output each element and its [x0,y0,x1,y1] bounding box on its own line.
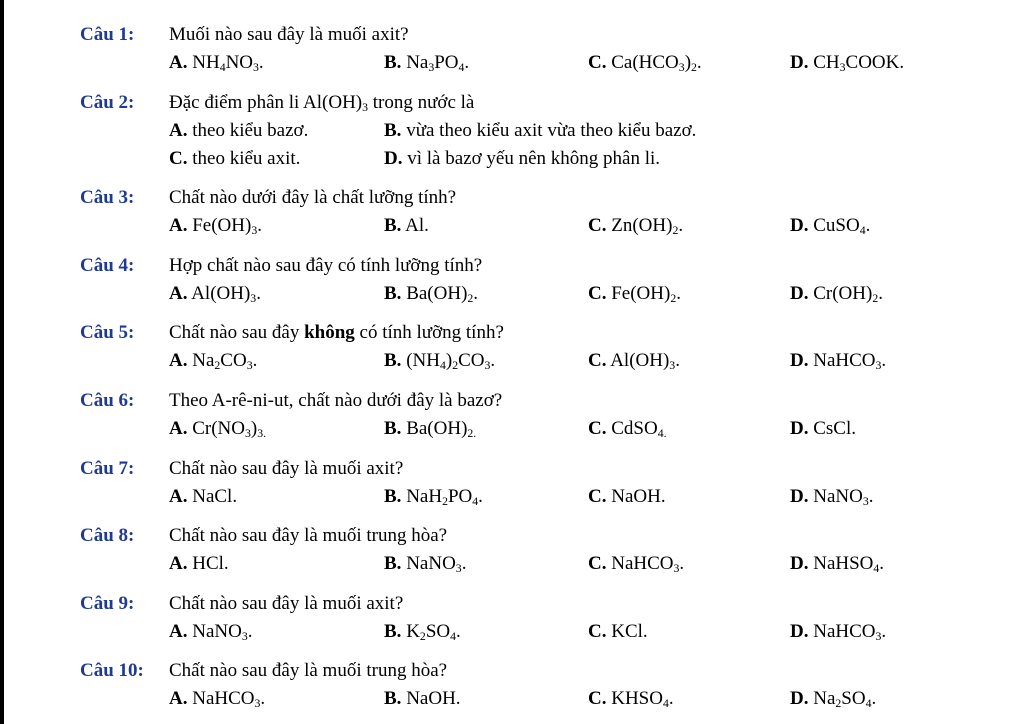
question-text: Chất nào sau đây là muối trung hòa? [169,525,448,546]
text-segment: . [881,621,887,642]
option-text [406,350,495,371]
question-text [169,91,474,115]
question-line [0,457,1024,481]
option-text [813,621,886,642]
answer-option-a[interactable] [169,214,262,238]
text-segment: NaNO [406,553,456,574]
text-segment: ) [445,350,453,371]
text-segment: SO [841,688,866,709]
text-segment: . [473,283,479,304]
text-segment: Ba(OH) [406,418,468,439]
text-segment: vừa theo kiểu axit vừa theo kiểu bazơ. [406,120,697,141]
option-text [611,553,684,574]
text-segment: . [260,688,266,709]
option-text [610,350,680,371]
subscript: 3 [678,60,685,74]
option-key: B. [384,283,402,304]
subscript: 2 [467,291,474,305]
text-segment: K [406,621,420,642]
answer-option-b[interactable] [384,51,469,75]
text-segment: Đặc điểm phân li Al(OH) [169,92,363,113]
answer-option-b[interactable] [384,620,461,644]
answer-option-d[interactable] [384,147,660,171]
subscript: 2 [214,358,221,372]
option-text [406,52,469,73]
answer-option-a[interactable] [169,282,261,306]
subscript: 2. [467,426,477,440]
option-key: D. [790,553,809,574]
option-key: B. [384,52,402,73]
option-key: C. [588,350,607,371]
answer-option-c[interactable] [588,552,684,576]
text-segment: . [878,283,883,304]
answer-option-c[interactable] [588,687,674,711]
text-segment: Zn(OH) [611,215,673,236]
option-key: B. [384,486,402,507]
text-segment: NaHCO [813,621,876,642]
subscript: 4 [439,358,446,372]
answer-option-c[interactable] [588,349,680,373]
option-text [405,215,429,236]
option-text [192,215,262,236]
text-segment: HCl. [192,553,229,574]
option-text [611,283,681,304]
option-key: B. [384,418,402,439]
text-segment: ) [250,418,258,439]
option-key: A. [169,120,188,141]
option-key: A. [169,621,188,642]
text-segment: NH [192,52,220,73]
option-text [813,350,886,371]
subscript: 3 [839,60,846,74]
text-segment: . [257,215,262,236]
option-text [611,486,665,507]
subscript: 2 [691,60,697,74]
subscript: 3 [862,494,869,508]
text-segment: Al. [405,215,429,236]
text-segment: . [247,621,253,642]
option-key: C. [588,215,607,236]
question-line [0,389,1024,413]
text-segment: NaHCO [192,688,255,709]
subscript: 4 [472,494,479,508]
option-text [611,52,701,73]
subscript: 4 [865,696,872,710]
subscript: 3 [875,358,882,372]
text-segment: . [256,283,261,304]
answer-option-c[interactable] [588,417,667,441]
subscript: 3 [245,426,251,440]
answer-option-c[interactable] [588,620,648,644]
question-line [0,186,1024,210]
question-number: Câu 1: [80,24,135,45]
subscript: 3 [362,100,369,114]
text-segment: Fe(OH) [611,283,671,304]
text-segment: PO [434,52,459,73]
option-key: A. [169,215,188,236]
subscript: 2 [452,358,459,372]
subscript: 2 [442,494,448,508]
text-segment: CH [813,52,840,73]
text-segment: COOK. [845,52,905,73]
option-key: C. [588,688,607,709]
option-key: A. [169,486,188,507]
question-number: Câu 8: [80,525,135,546]
option-key: C. [169,148,188,169]
text-segment: Al(OH) [610,350,670,371]
question-text: Theo A-rê-ni-ut, chất nào dưới đây là bazơ? [169,390,503,411]
option-text [611,215,683,236]
subscript: 3. [257,426,267,440]
text-segment: theo kiểu axit. [192,148,301,169]
text-segment: Na [813,688,836,709]
option-key: A. [169,283,188,304]
question-number: Câu 7: [80,458,135,479]
text-segment: CO [458,350,485,371]
option-key: A. [169,418,188,439]
answer-option-d[interactable] [790,687,876,711]
text-segment: Fe(OH) [192,215,252,236]
text-segment: có tính lưỡng tính? [354,322,504,343]
option-key: D. [790,688,809,709]
option-key: C. [588,418,607,439]
text-segment: vì là bazơ yếu nên không phân li. [407,148,660,169]
option-text [192,418,266,439]
text-segment: Cr(NO [192,418,246,439]
option-key: B. [384,215,402,236]
subscript: 3 [246,358,253,372]
question-text: Chất nào dưới đây là chất lưỡng tính? [169,187,457,208]
question-number: Câu 3: [80,187,135,208]
option-key: A. [169,688,188,709]
text-segment: . [678,215,684,236]
answer-option-d[interactable] [790,349,886,373]
subscript: 3 [254,696,261,710]
answer-option-a[interactable] [169,417,266,441]
answer-option-b[interactable] [384,214,429,238]
option-text [406,283,478,304]
text-segment: PO [447,486,473,507]
question-line [0,23,1024,47]
answer-option-b[interactable] [384,687,461,711]
answer-option-a[interactable] [169,349,257,373]
option-text [192,350,257,371]
option-text [813,215,870,236]
text-segment: . [676,283,681,304]
option-key: B. [384,553,402,574]
question-text: Muối nào sau đây là muối axit? [169,24,409,45]
subscript: 4 [873,561,880,575]
option-text [813,486,873,507]
text-segment: . [696,52,702,73]
option-text [611,418,666,439]
option-key: B. [384,120,402,141]
answer-option-b[interactable] [384,349,495,373]
text-segment: Na [192,350,215,371]
answer-option-d[interactable] [790,214,870,238]
text-segment: . [464,52,470,73]
answer-option-a[interactable] [169,620,252,644]
text-segment: . [461,553,467,574]
question-line [0,524,1024,548]
subscript: 3 [241,629,248,643]
option-key: C. [588,283,607,304]
subscript: 2 [672,223,679,237]
option-text [192,148,300,169]
text-segment: Ca(HCO [611,52,679,73]
option-text [406,621,461,642]
option-key: B. [384,621,402,642]
subscript: 2 [670,291,677,305]
text-segment: . [252,350,258,371]
option-text [192,553,228,574]
option-text [813,418,856,439]
text-segment: NO [225,52,254,73]
text-segment: CO [220,350,247,371]
option-key: C. [588,52,607,73]
subscript: 3 [455,561,462,575]
text-segment: trong nước là [368,92,475,113]
option-text [192,621,252,642]
subscript: 4 [662,696,669,710]
text-segment: theo kiểu bazơ. [192,120,309,141]
answer-option-d[interactable] [790,417,856,441]
text-segment: . [881,350,887,371]
option-text [611,688,673,709]
question-line [0,254,1024,278]
text-segment: . [668,688,674,709]
answer-option-c[interactable] [588,214,683,238]
text-segment: NaCl. [192,486,238,507]
subscript: 3 [875,629,882,643]
text-segment: . [679,553,685,574]
subscript: 3 [669,358,676,372]
question-number: Câu 6: [80,390,135,411]
answer-option-b[interactable] [384,417,476,441]
option-text [406,418,476,439]
text-segment: Al(OH) [191,283,251,304]
option-text [406,120,696,141]
text-segment: CdSO [611,418,658,439]
subscript: 3 [428,60,435,74]
option-text [192,688,265,709]
question-text [169,321,504,345]
subscript: 4 [219,60,226,74]
question-line [0,592,1024,616]
option-text [406,553,466,574]
question-number: Câu 10: [80,660,144,681]
option-key: D. [790,621,809,642]
subscript: 3 [253,60,259,74]
answer-option-c[interactable] [169,147,300,171]
subscript: 2 [835,696,842,710]
answer-option-d[interactable] [790,51,904,75]
answer-option-c[interactable] [588,485,666,509]
option-key: C. [588,486,607,507]
answer-option-d[interactable] [790,485,873,509]
question-number: Câu 4: [80,255,135,276]
option-key: D. [790,283,809,304]
answer-option-a[interactable] [169,552,229,576]
subscript: 4 [450,629,456,643]
option-text [813,688,876,709]
question-line [0,659,1024,683]
option-key: A. [169,52,188,73]
text-segment: . [865,215,871,236]
option-key: D. [790,52,809,73]
option-text [406,688,460,709]
answer-option-b[interactable] [384,119,696,143]
option-text [813,52,904,73]
subscript: 3 [250,291,257,305]
subscript: 4 [458,60,465,74]
text-segment: NaHSO [813,553,874,574]
answer-option-d[interactable] [790,282,883,306]
option-text [191,283,261,304]
option-key: D. [790,215,809,236]
answer-option-d[interactable] [790,552,884,576]
option-key: D. [790,486,809,507]
text-segment: CuSO [813,215,860,236]
text-segment: . [478,486,483,507]
question-number: Câu 2: [80,92,135,113]
text-segment: NaHCO [813,350,876,371]
subscript: 4 [859,223,866,237]
answer-option-c[interactable] [588,282,681,306]
answer-option-b[interactable] [384,485,483,509]
option-text [611,621,647,642]
option-key: D. [790,350,809,371]
option-key: D. [384,148,403,169]
subscript: 3 [484,358,491,372]
answer-option-b[interactable] [384,282,478,306]
text-segment: Chất nào sau đây [169,322,305,343]
text-segment: . [490,350,496,371]
question-text: Chất nào sau đây là muối axit? [169,593,404,614]
option-key: A. [169,350,188,371]
answer-option-a[interactable] [169,51,264,75]
subscript: 4. [657,426,667,440]
question-text: Chất nào sau đây là muối trung hòa? [169,660,448,681]
option-key: D. [790,418,809,439]
text-segment: KHSO [611,688,663,709]
option-key: A. [169,553,188,574]
option-key: C. [588,621,607,642]
text-segment: . [879,553,885,574]
text-segment: CsCl. [813,418,857,439]
text-segment: NaNO [813,486,863,507]
text-segment: . [456,621,461,642]
option-text [813,553,884,574]
text-segment: NaNO [192,621,242,642]
text-segment: . [868,486,874,507]
subscript: 3 [673,561,680,575]
answer-option-d[interactable] [790,620,886,644]
option-text [406,486,483,507]
answer-option-a[interactable] [169,119,308,143]
text-segment: KCl. [611,621,648,642]
text-segment: SO [425,621,451,642]
answer-option-a[interactable] [169,687,265,711]
text-segment: Cr(OH) [813,283,873,304]
emphasis-text: không [304,322,355,343]
text-segment: NaHCO [611,553,674,574]
answer-option-b[interactable] [384,552,466,576]
answer-option-c[interactable] [588,51,702,75]
option-text [192,120,308,141]
option-text [192,52,263,73]
answer-option-a[interactable] [169,485,237,509]
text-segment: Ba(OH) [406,283,468,304]
question-number: Câu 5: [80,322,135,343]
subscript: 3 [251,223,258,237]
text-segment: . [675,350,680,371]
option-key: C. [588,553,607,574]
subscript: 2 [872,291,879,305]
question-line [0,321,1024,345]
text-segment: Na [406,52,429,73]
option-text [407,148,660,169]
text-segment: (NH [406,350,440,371]
subscript: 2 [419,629,426,643]
question-text: Chất nào sau đây là muối axit? [169,458,404,479]
text-segment: NaOH. [611,486,666,507]
option-key: B. [384,688,402,709]
question-text: Hợp chất nào sau đây có tính lưỡng tính? [169,255,483,276]
option-text [192,486,237,507]
text-segment: . [258,52,264,73]
option-key: B. [384,350,402,371]
question-line [0,91,1024,115]
text-segment: . [871,688,877,709]
text-segment: NaOH. [406,688,461,709]
text-segment: ) [684,52,692,73]
option-text [813,283,883,304]
question-number: Câu 9: [80,593,135,614]
text-segment: NaH [406,486,443,507]
